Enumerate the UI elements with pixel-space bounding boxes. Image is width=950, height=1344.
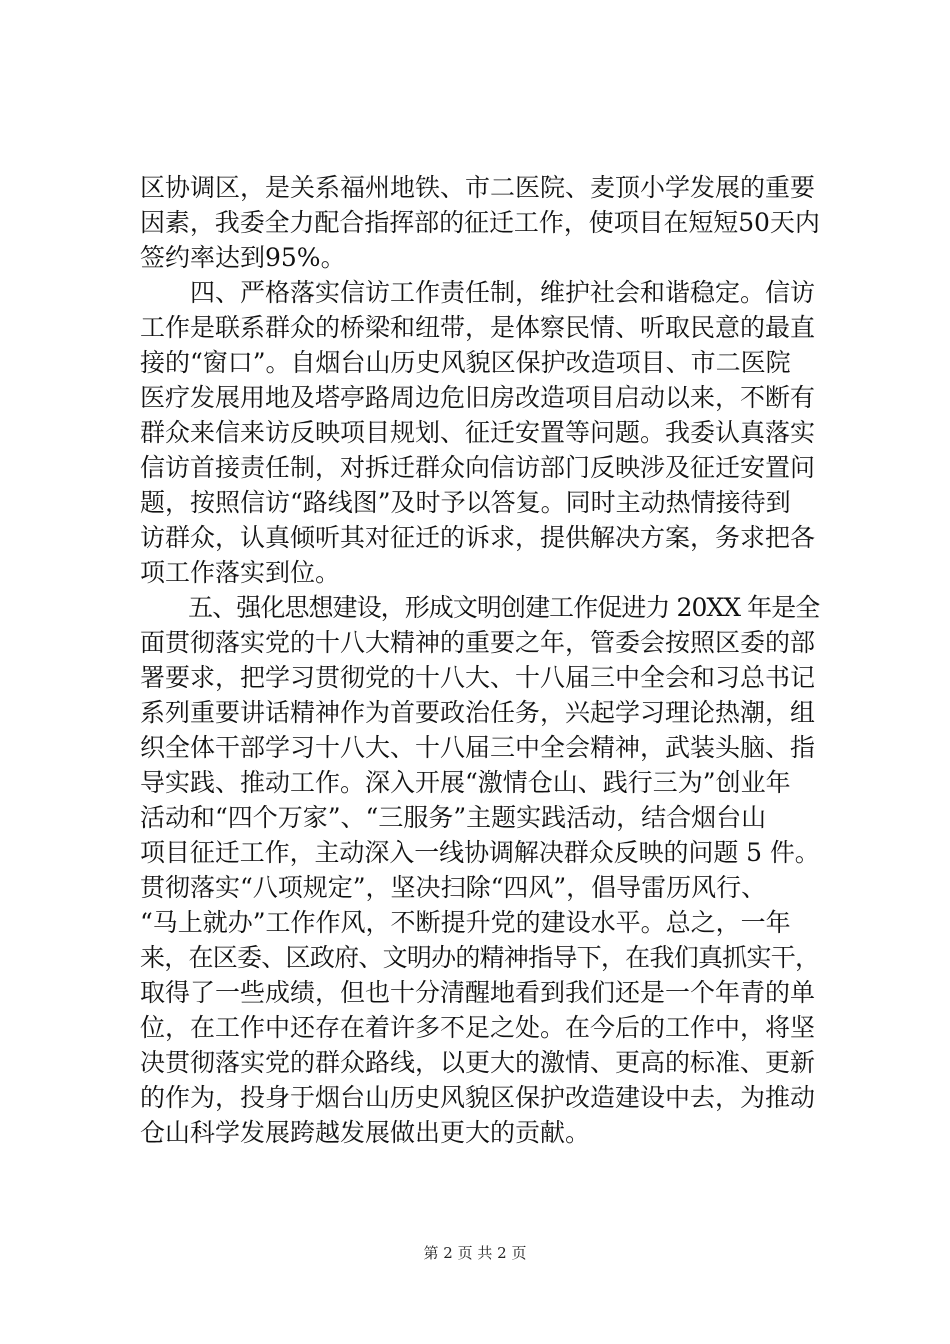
body-text-line: 题，按照信访“路线图”及时予以答复。同时主动热情接待到 [140,488,791,517]
body-text-line: 决贯彻落实党的群众路线，以更大的激情、更高的标准、更新 [140,1048,816,1077]
body-text-line: 导实践、推动工作。深入开展“激情仓山、践行三为”创业年 [140,768,791,797]
body-text-line: 取得了一些成绩，但也十分清醒地看到我们还是一个年青的单 [140,978,816,1007]
body-text-line: “马上就办”工作作风，不断提升党的建设水平。总之，一年 [140,908,791,937]
page-footer: 第 2 页 共 2 页 [423,1244,527,1262]
body-text-line: 接的“窗口”。自烟台山历史风貌区保护改造项目、市二医院 [140,348,791,377]
body-text-line: 署要求，把学习贯彻党的十八大、十八届三中全会和习总书记 [140,663,816,692]
body-text-line: 五、强化思想建设，形成文明创建工作促进力 20XX 年是全 [140,593,820,622]
body-text-line: 医疗发展用地及塔亭路周边危旧房改造项目启动以来，不断有 [140,383,816,412]
body-text-line: 项目征迁工作，主动深入一线协调解决群众反映的问题 5 件。 [140,838,820,867]
body-text-line: 的作为，投身于烟台山历史风貌区保护改造建设中去，为推动 [140,1083,816,1112]
body-text-line: 活动和“四个万家”、“三服务”主题实践活动，结合烟台山 [140,803,767,832]
body-text-line: 仓山科学发展跨越发展做出更大的贡献。 [140,1118,591,1147]
body-text-line: 群众来信来访反映项目规划、征迁安置等问题。我委认真落实 [140,418,816,447]
body-text-line: 签约率达到95%。 [140,243,346,272]
body-text-line: 信访首接责任制，对拆迁群众向信访部门反映涉及征迁安置问 [140,453,816,482]
body-text-line: 四、严格落实信访工作责任制，维护社会和谐稳定。信访 [140,278,816,307]
body-text-line: 访群众，认真倾听其对征迁的诉求，提供解决方案，务求把各 [140,523,816,552]
body-text-line: 项工作落实到位。 [140,558,341,587]
body-text-line: 因素，我委全力配合指挥部的征迁工作，使项目在短短50天内 [140,208,820,237]
document-body [140,170,820,1150]
body-text-line: 区协调区，是关系福州地铁、市二医院、麦顶小学发展的重要 [140,173,816,202]
body-text-line: 位，在工作中还存在着许多不足之处。在今后的工作中，将坚 [140,1013,816,1042]
body-text-line: 系列重要讲话精神作为首要政治任务，兴起学习理论热潮，组 [140,698,816,727]
body-text-line: 贯彻落实“八项规定”，坚决扫除“四风”，倡导雷历风行、 [140,873,767,902]
body-text-line: 面贯彻落实党的十八大精神的重要之年，管委会按照区委的部 [140,628,816,657]
body-text-line: 工作是联系群众的桥梁和纽带，是体察民情、听取民意的最直 [140,313,816,342]
body-text-line: 来，在区委、区政府、文明办的精神指导下，在我们真抓实干， [140,943,820,972]
body-text-line: 织全体干部学习十八大、十八届三中全会精神，武装头脑、指 [140,733,816,762]
